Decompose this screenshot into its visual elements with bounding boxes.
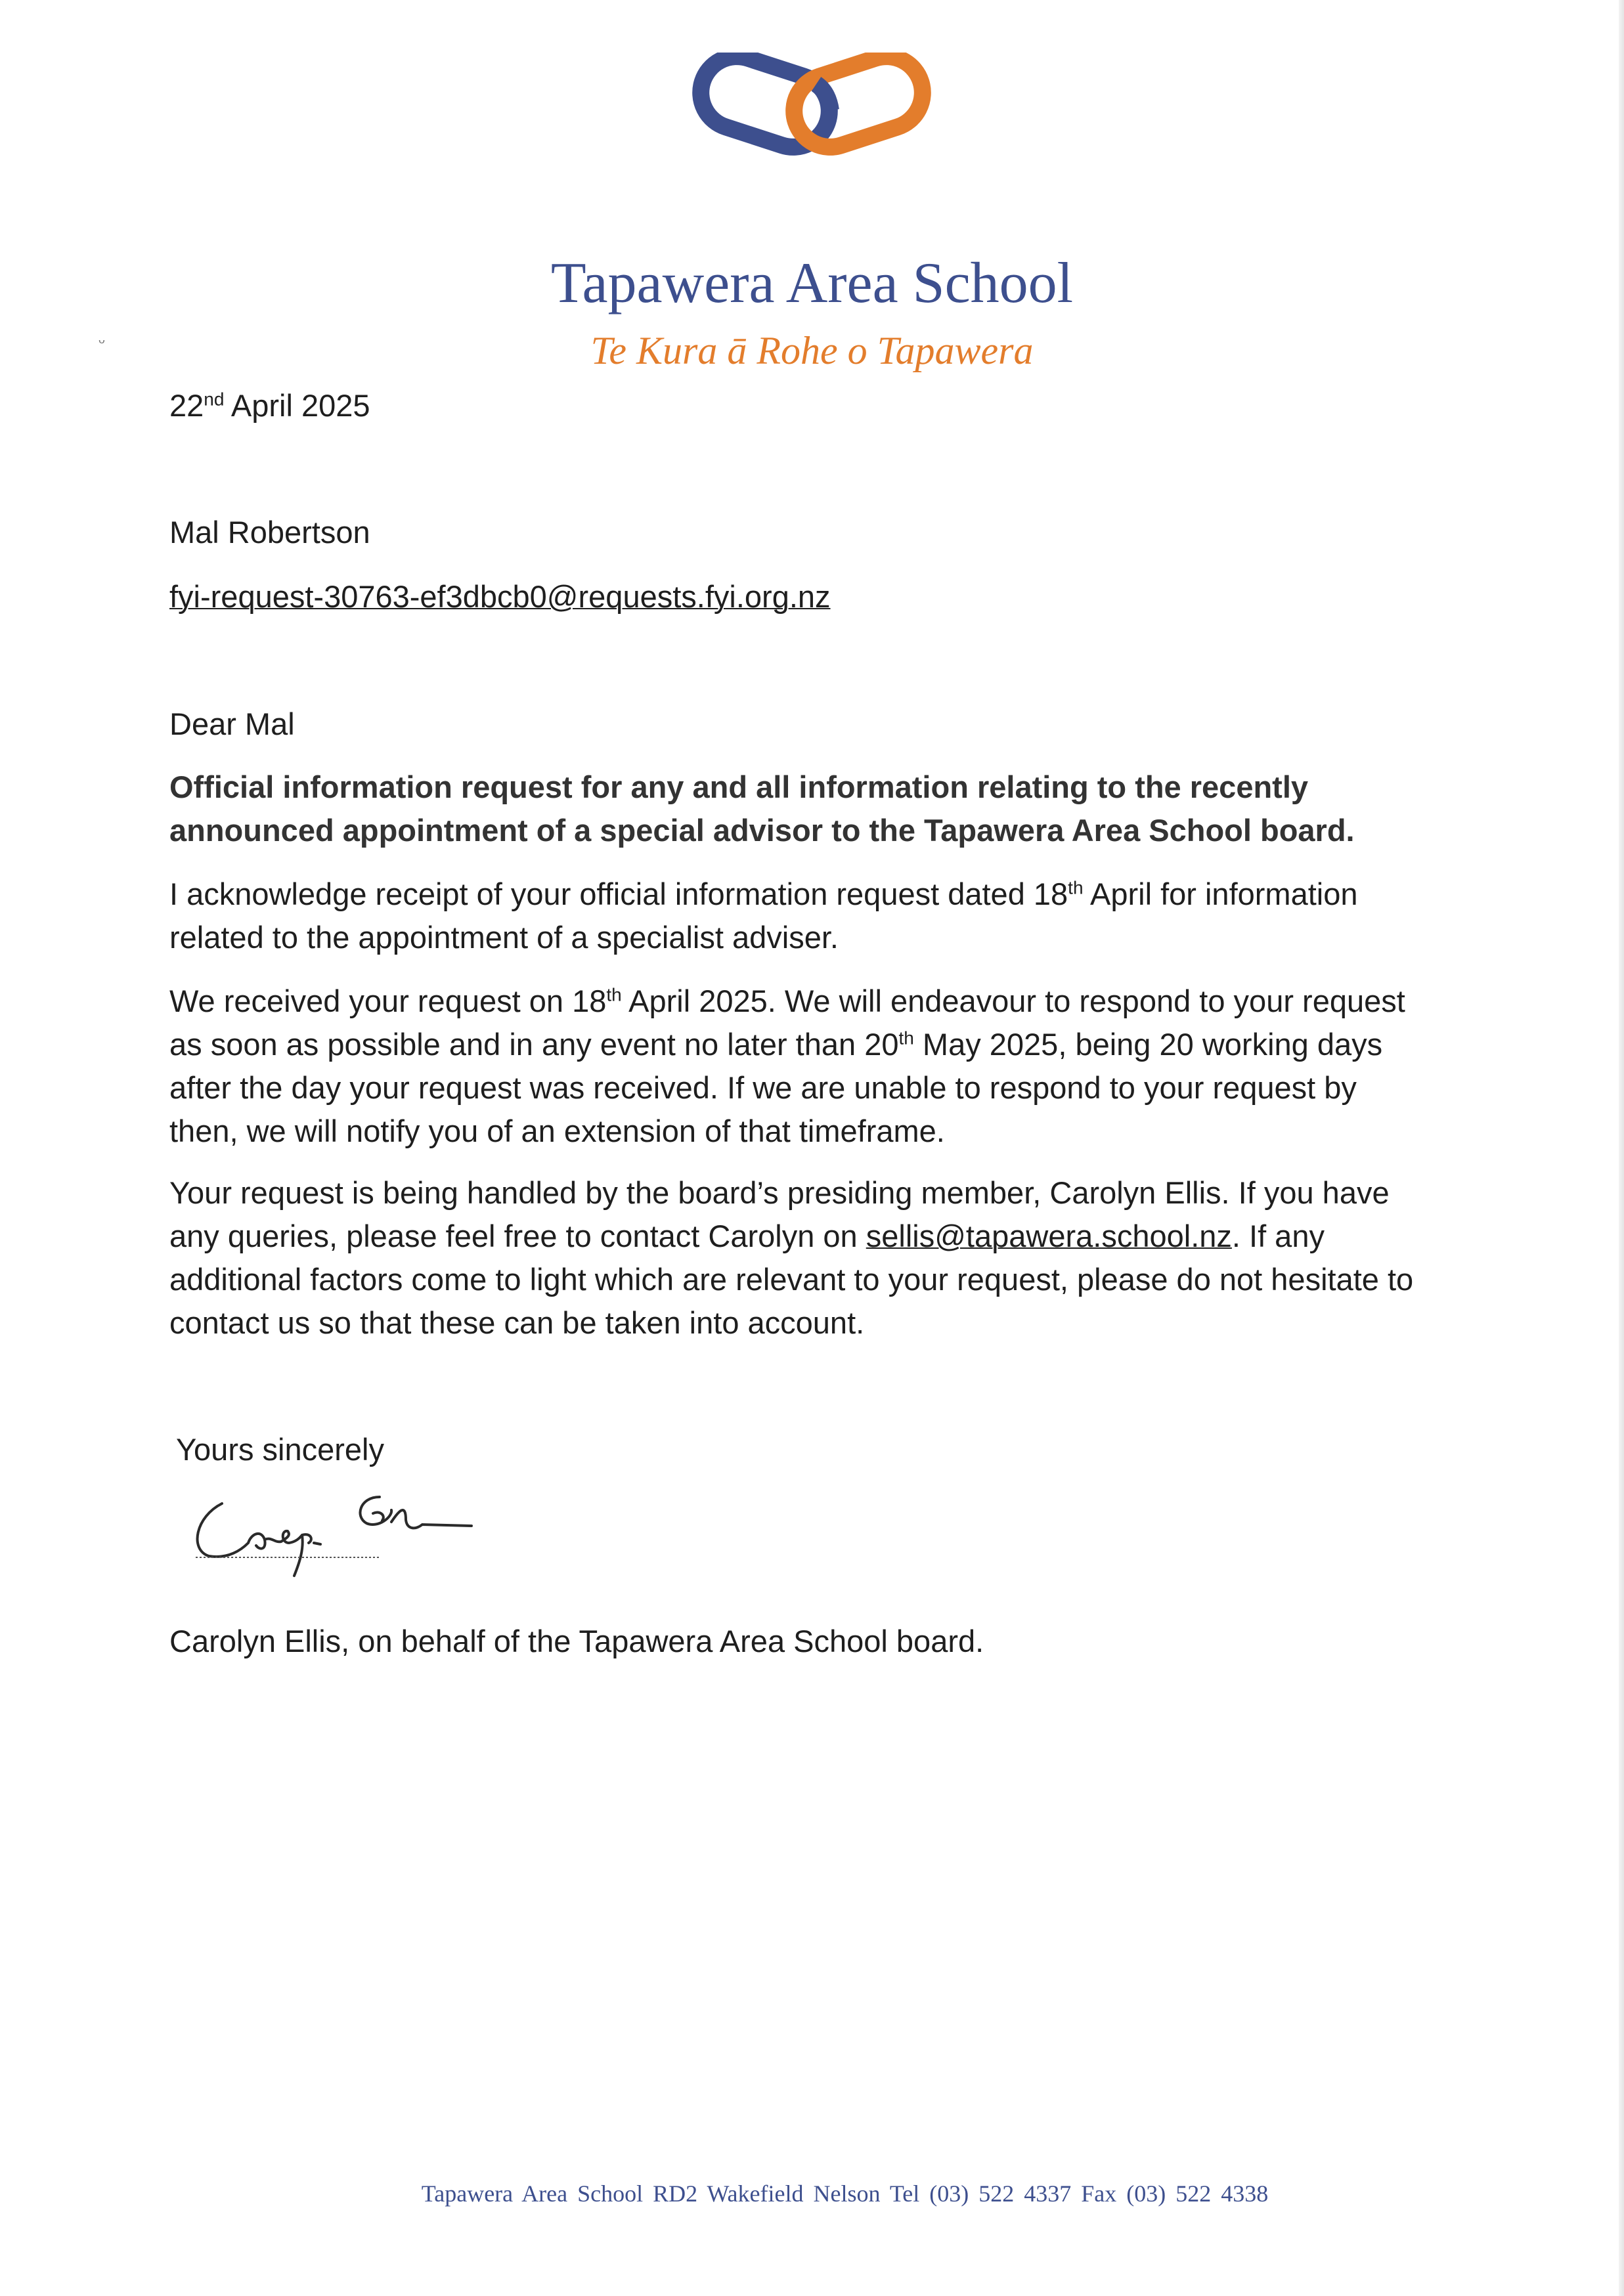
school-name: Tapawera Area School [550,251,1074,315]
subject-line: Official information request for any and all information relating to the recently announced appointment of a special advisor to the Tapawera Area School board. [169,769,1355,848]
paragraph-contact: Your request is being handled by the board’s presiding member, Carolyn Ellis. If you have any queries, please feel free to contact Carolyn on sellis@tapawera.school.nz. If any additional factors come to light which are relevant to your request, please do not hesitate to contact us so that these can be taken into account. [169,1175,1414,1340]
salutation: Dear Mal [169,706,295,741]
date-day: 22 [169,388,204,423]
signatory-line: Carolyn Ellis, on behalf of the Tapawera Area School board. [169,1624,984,1658]
paragraph-timeframe: We received your request on 18th April 2025. We will endeavour to respond to your request as soon as possible and in any event no later than 20th May 2025, being 20 working days after the day your request was received. If we are unable to respond to your request by then, we will notify you of an extension of that timeframe. [169,984,1405,1148]
letter-date [169,384,1417,427]
recipient-name: Mal Robertson [169,515,370,550]
interlocking-chain-links-logo [688,53,937,184]
closing: Yours sincerely [176,1432,384,1467]
scan-speck: ᵕ [99,332,105,351]
date-suffix: nd [204,389,225,410]
paragraph-acknowledgement: I acknowledge receipt of your official information request dated 18th April for information related to the appointment of a specialist adviser. [169,877,1358,955]
letterhead [0,53,1624,370]
handwritten-signature [183,1477,485,1582]
school-motto: Te Kura ā Rohe o Tapawera [590,329,1034,372]
recipient-email-link[interactable]: fyi-request-30763-ef3dbcb0@requests.fyi.org.nz [169,579,831,614]
date-rest: April 2025 [224,388,370,423]
contact-email-link[interactable]: sellis@tapawera.school.nz [866,1219,1232,1253]
footer-contact-details: Tapawera Area School RD2 Wakefield Nelson Tel (03) 522 4337 Fax (03) 522 4338 [421,2180,1269,2207]
